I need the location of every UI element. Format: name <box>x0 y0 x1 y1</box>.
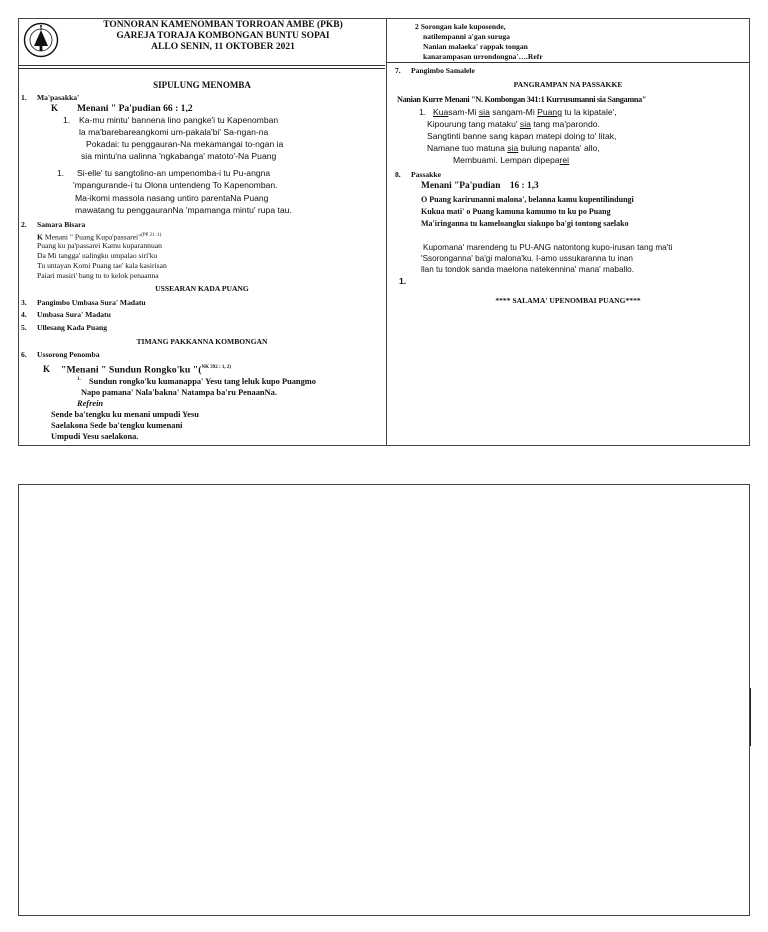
section-sipulung-menomba: SIPULUNG MENOMBA <box>153 80 251 90</box>
refrein-line: Umpudi Yesu saelakona. <box>51 432 139 441</box>
header-rule-2 <box>19 68 385 69</box>
closing-salama: **** SALAMA' UPENOMBAI PUANG**** <box>495 296 641 305</box>
blank-second-page <box>18 484 750 916</box>
hymn-line: Da Mi tangga' ualingku umpalao siri'ku <box>37 251 158 260</box>
verse-line: sia mintu'na ualinna 'ngkabanga' matoto'-Na Puang <box>81 151 277 161</box>
section-pangrampan-na-passakke: PANGRAMPAN NA PASSAKKE <box>513 80 623 89</box>
leader-marker: K <box>51 103 59 113</box>
closing-song-ref: Nanian Kurre Menani "N. Kombongan 341:1 Kurrusumanni sia Sangamna" <box>397 95 647 104</box>
item-umbasa-sura: Umbasa Sura' Madatu <box>37 310 111 319</box>
item-pangimbo-umbasa: Pangimbo Umbasa Sura' Madatu <box>37 298 146 307</box>
item-number: 6. <box>21 350 27 359</box>
church-header <box>19 19 385 61</box>
order-of-service-sheet <box>18 18 750 446</box>
hymn-line: Puang ku pa'passarei Kamu kuparannuan <box>37 241 162 250</box>
closing-blessing-line: 'Ssoronganna' ba'gi malona'ku. I-amo ussukaranna tu inan <box>421 254 633 263</box>
opening-song-ref: Menani " Pa'pudian 66 : 1,2 <box>77 103 193 114</box>
verse-line: Sangtinti banne sang kapan matepi doing to' litak, <box>427 131 617 141</box>
verse-line: Namane tuo matuna sia bulung napanta' allo, <box>427 143 600 153</box>
item-number: 7. <box>395 66 401 75</box>
verse-line: Si-elle' tu sangtolino-an umpenomba-i tu Pu-angna <box>77 168 271 178</box>
right-rule <box>387 62 749 63</box>
verse-line: la ma'barebareangkomi um-pakala'bi' Sa-ngan-na <box>79 127 269 137</box>
verse-line: 'mpangurande-i tu Olona untendeng To Kapenomban. <box>73 180 278 190</box>
section-usserean-kada-puang: USSEARAN KADA PUANG <box>155 284 249 293</box>
verse-line: Membuami. Lempan dipeparei <box>453 155 570 165</box>
header-title-line1: TONNORAN KAMENOMBAN TORROAN AMBE (PKB) <box>103 20 343 30</box>
right-column <box>387 19 749 445</box>
song-samara-ref: K Menani " Puang Kupa'passarei"$^{(PP 21 :1)}$ <box>37 232 162 242</box>
item-mapasakka-title: Ma'pasakka' <box>37 93 80 102</box>
item-passakke: Passakke <box>411 170 441 179</box>
verse-line: Ka-mu mintu' bannena lino pangke'i tu Kapenomban <box>79 115 279 125</box>
verse-line: natilempanni a'gan suruga <box>423 32 510 41</box>
verse-number: 1. <box>419 107 427 117</box>
refrein-line: Saelakona Sede ba'tengku kumenani <box>51 421 183 430</box>
left-column <box>19 19 385 445</box>
hymn-line: O Puang karirunanni malona', belanna kamu kupentilindungi <box>421 195 634 204</box>
item-number: 1. <box>21 93 27 102</box>
verse-line: mawatang tu penggauranNa 'mpamanga mintu' rupa tau. <box>75 205 292 215</box>
header-rule <box>19 65 385 66</box>
item-ussorong-penomba: Ussorong Penomba <box>37 350 100 359</box>
verse-line: Sundun rongko'ku kumanappa' Yesu tang leluk kupo Puangmo <box>89 377 316 386</box>
hymn-line: Kukua mati' o Puang kamuna kamumo tu ku po Puang <box>421 207 611 216</box>
hymn-line: Paiari masiri' bang tu to kelok penaanna <box>37 271 159 280</box>
offering-song-ref: "Menani " Sundun Rongko'ku "($^{NK 392 : 1, 2)}$ <box>61 364 232 376</box>
item-samara-bisara-title: Samara Bisara <box>37 220 86 229</box>
passakke-song-ref: Menani "Pa'pudian 16 : 1,3 <box>421 181 539 191</box>
leader-marker: K <box>43 364 51 374</box>
verse-line: 2 Sorongan kale kuposende, <box>415 22 506 31</box>
header-title-line2: GAREJA TORAJA KOMBONGAN BUNTU SOPAI <box>116 31 330 41</box>
verse-number: 1. <box>63 115 71 125</box>
verse-line: kanarampasan urrondongna'….Refr <box>423 52 543 61</box>
closing-blessing-line: Kupomana' marendeng tu PU-ANG natontong kupo-irusan tang ma'ti <box>423 243 673 252</box>
item-ullesang-kada: Ullesang Kada Puang <box>37 323 108 332</box>
church-logo-icon <box>23 22 59 58</box>
verse-number: 1. <box>57 168 65 178</box>
hymn-line: Ma'iringanna tu kameloangku siakupo ba'gi tontong saelako <box>421 219 629 228</box>
item-number: 2. <box>21 220 27 229</box>
verse-line: Napo pamana' Nala'bakna' Natampa ba'ru PenaanNa. <box>81 388 277 397</box>
verse-line: Kuasam-Mi sia sangam-Mi Puang tu la kipatale', <box>433 107 617 117</box>
item-pangimbo-samalele: Pangimbo Samalele <box>411 66 475 75</box>
refrein-line: Sende ba'tengku ku menani umpudi Yesu <box>51 410 199 419</box>
verse-line: Pokadai: tu penggauran-Na mekamangai to-ngan ia <box>86 139 284 149</box>
closing-blessing-line: llan tu tondok sanda maelona natekennina' mana' maballo. <box>421 265 634 274</box>
verse-line: Kipourung tang mataku' sia tang ma'parondo. <box>427 119 600 129</box>
item-number: 4. <box>21 310 27 319</box>
empty-list-number: 1. <box>399 276 407 286</box>
refrein-label: Refrein <box>77 399 104 408</box>
verse-line: Ma-ikomi massola nasang untiro parentaNa Puang <box>75 193 269 203</box>
item-number: 3. <box>21 298 27 307</box>
verse-line: Nanian malaeka' rappak tongan <box>423 42 528 51</box>
section-timang-pakkanna: TIMANG PAKKANNA KOMBONGAN <box>136 337 268 346</box>
verse-number: 1. <box>77 377 81 382</box>
header-date: ALLO SENIN, 11 OKTOBER 2021 <box>151 42 295 52</box>
item-number: 5. <box>21 323 27 332</box>
item-number: 8. <box>395 170 401 179</box>
hymn-line: Tu untayan Komi Puang tae' kala kasirisan <box>37 261 167 270</box>
